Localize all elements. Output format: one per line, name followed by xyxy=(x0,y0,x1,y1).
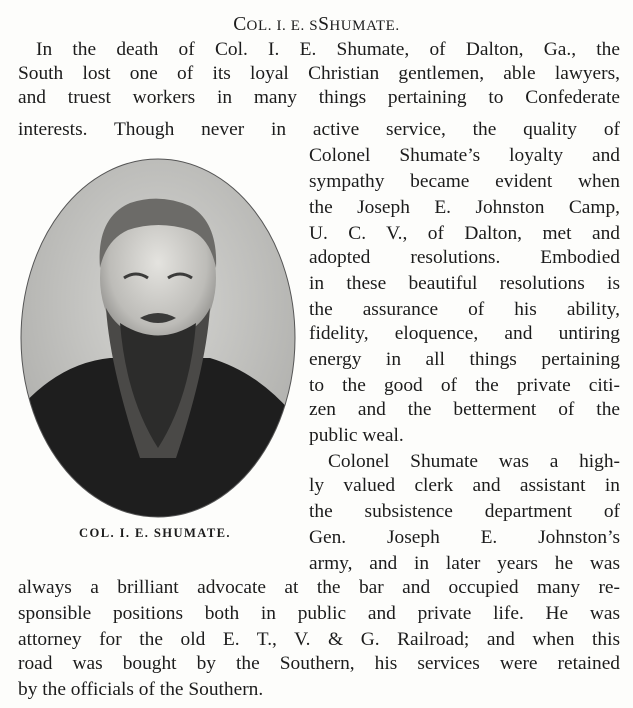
body-line: the Joseph E. Johnston Camp, xyxy=(309,197,620,218)
body-line: energy in all things pertaining xyxy=(309,349,620,370)
body-line: Colonel Shumate was a high- xyxy=(328,451,620,472)
body-line: attorney for the old E. T., V. & G. Railroad; and when this xyxy=(18,629,620,650)
body-line: U. C. V., of Dalton, met and xyxy=(309,223,620,244)
body-line: Colonel Shumate’s loyalty and xyxy=(309,145,620,166)
body-line: fidelity, eloquence, and untiring xyxy=(309,323,620,344)
body-line: In the death of Col. I. E. Shumate, of Dalton, Ga., the xyxy=(36,39,620,60)
body-line: by the officials of the Southern. xyxy=(18,679,264,700)
body-line: army, and in later years he was xyxy=(309,553,620,574)
body-line: in these beautiful resolutions is xyxy=(309,273,620,294)
body-line: public weal. xyxy=(309,425,404,446)
body-line: always a brilliant advocate at the bar and occupied many re- xyxy=(18,577,620,598)
portrait-caption: COL. I. E. SHUMATE. xyxy=(79,526,231,540)
body-line: sympathy became evident when xyxy=(309,171,620,192)
body-line: South lost one of its loyal Christian gentlemen, able lawyers, xyxy=(18,63,620,84)
body-line: and truest workers in many things pertaining to Confederate xyxy=(18,87,620,108)
body-line: ly valued clerk and assistant in xyxy=(309,475,620,496)
body-line: to the good of the private citi- xyxy=(309,375,620,396)
body-line: interests. Though never in active service, the quality of xyxy=(18,119,620,140)
body-line: sponsible positions both in public and private life. He was xyxy=(18,603,620,624)
body-line: Gen. Joseph E. Johnston’s xyxy=(309,527,620,548)
body-line: the subsistence department of xyxy=(309,501,620,522)
body-line: adopted resolutions. Embodied xyxy=(309,247,620,268)
portrait-image xyxy=(20,158,296,518)
body-line: zen and the betterment of the xyxy=(309,399,620,420)
body-line: the assurance of his ability, xyxy=(309,299,620,320)
body-line: road was bought by the Southern, his services were retained xyxy=(18,653,620,674)
article-title: COL. I. E. SSHUMATE. xyxy=(233,14,400,35)
